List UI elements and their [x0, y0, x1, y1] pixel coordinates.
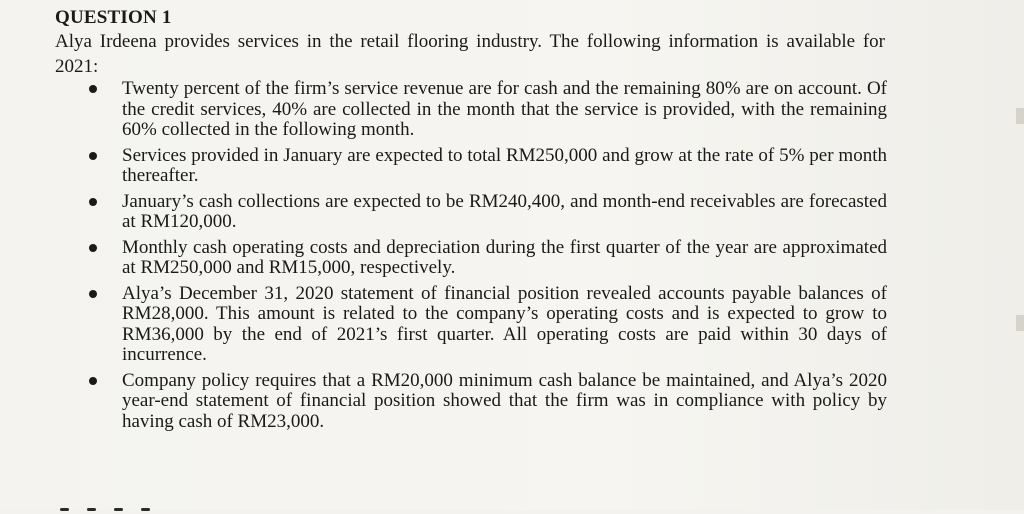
page-edge-mark	[1016, 315, 1024, 331]
bullet-dot-icon	[89, 152, 97, 160]
bullet-text: January’s cash collections are expected to be RM240,400, and month-end receivables are forecasted at RM120,000.	[122, 190, 887, 232]
bullet-text: Twenty percent of the firm’s service revenue are for cash and the remaining 80% are on account. Of the credit services, 40% are collected in the month that the service is provided, with the remaining 60% collected in the following month.	[122, 78, 887, 140]
bullet-dot-icon	[89, 198, 97, 206]
bullet-item	[0, 238, 887, 279]
question-title: QUESTION 1	[55, 7, 172, 28]
bullet-dot-icon	[89, 85, 97, 93]
bullet-text: Monthly cash operating costs and depreciation during the first quarter of the year are approximated at RM250,000 and RM15,000, respectively.	[122, 236, 887, 278]
bullet-item	[0, 146, 887, 187]
bullet-dot-icon	[89, 290, 97, 298]
question-intro: Alya Irdeena provides services in the retail flooring industry. The following information is available for 2021:	[55, 31, 885, 77]
bullet-item	[0, 192, 887, 233]
bullet-text: Company policy requires that a RM20,000 minimum cash balance be maintained, and Alya’s 2020 year-end statement of financial position showed that the firm was in compliance with policy by having cash of RM23,000.	[122, 369, 887, 432]
bullet-dot-icon	[89, 244, 97, 252]
page-edge-mark	[1016, 108, 1024, 124]
cut-off-text-fragment	[60, 500, 170, 514]
bullet-text: Services provided in January are expected to total RM250,000 and grow at the rate of 5% per month thereafter.	[122, 144, 887, 186]
bullet-dot-icon	[89, 377, 97, 385]
bullet-list	[0, 79, 1024, 437]
bullet-item	[0, 284, 887, 366]
bullet-item	[0, 79, 887, 141]
bullet-text: Alya’s December 31, 2020 statement of financial position revealed accounts payable balances of RM28,000. This amount is related to the company’s operating costs and is expected to grow to RM36,000 by the end of 2021’s first quarter. All operating costs are paid within 30 days of incurrence.	[122, 282, 887, 365]
bullet-item	[0, 371, 887, 433]
